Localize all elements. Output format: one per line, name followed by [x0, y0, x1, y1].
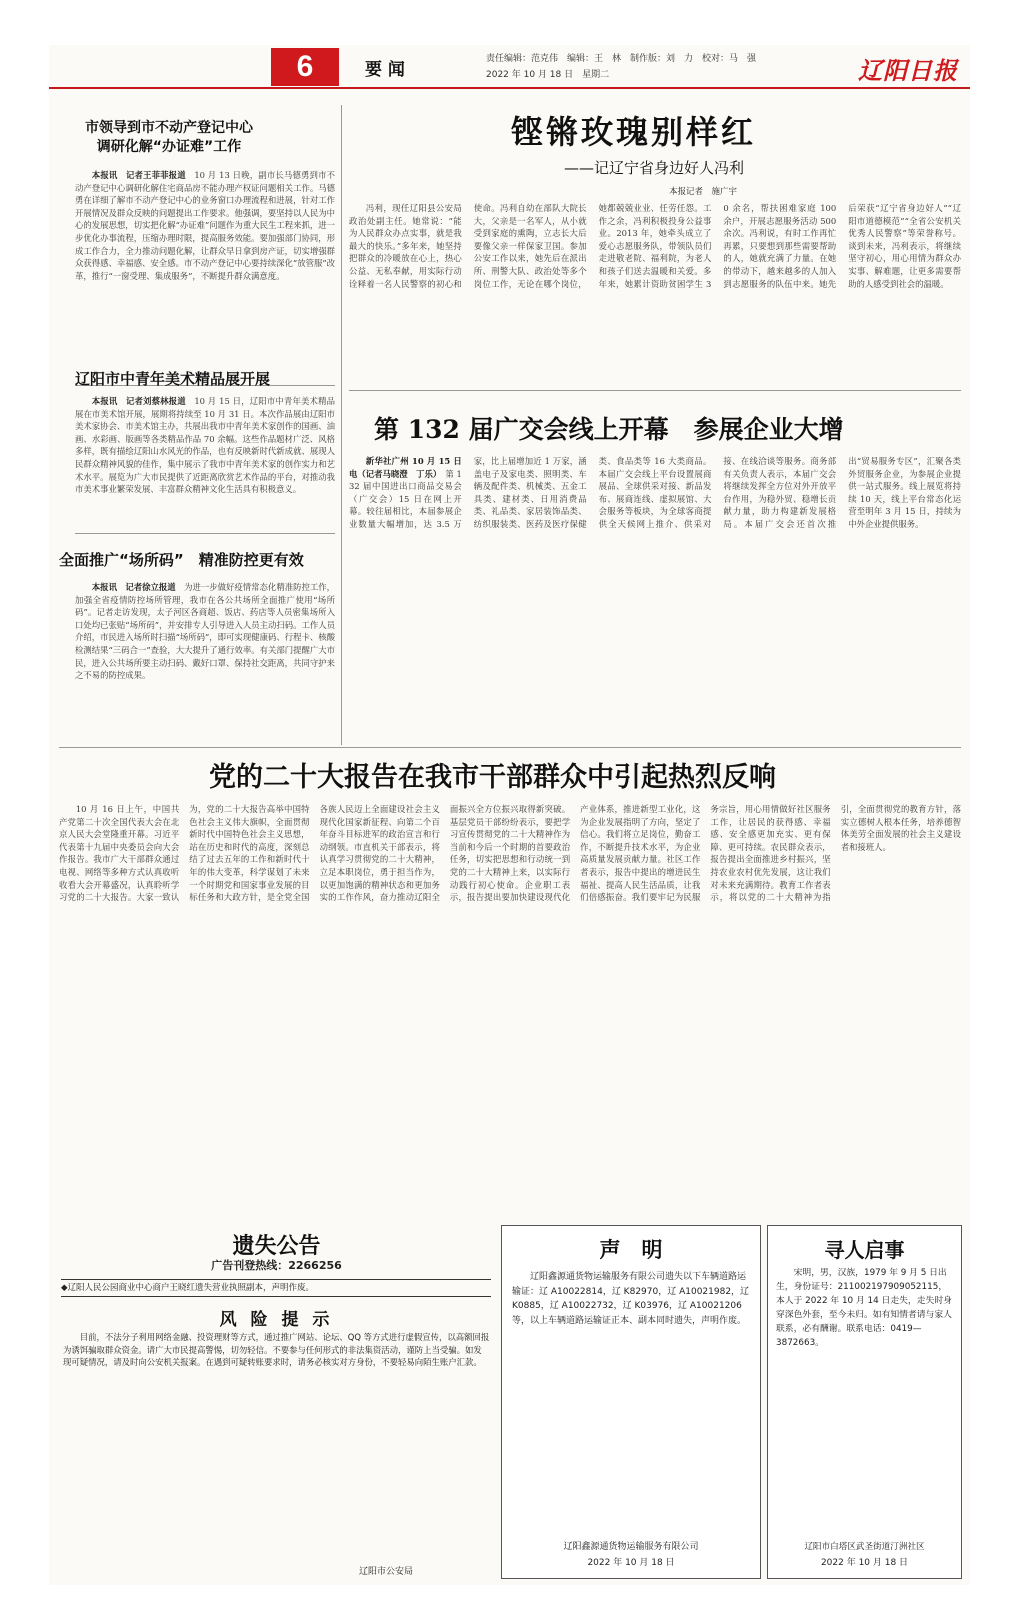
- article-1-title: [84, 119, 254, 157]
- article-3-body: [75, 581, 335, 737]
- article-4-byline: 本报记者 施广宇: [669, 187, 738, 197]
- article-4-body: [349, 202, 961, 382]
- newspaper-page: [49, 45, 970, 1585]
- article-2-body: [75, 395, 335, 527]
- article-5-body: [349, 455, 961, 731]
- article-5-byline: 新华社广州 10 月 15 日电（记者马晓澄 丁乐）: [349, 456, 462, 479]
- risk-warning-body: 目前，不法分子利用网络金融、投资理财等方式，通过推广网站、论坛、QQ 等方式进行虚假宣传，以高额回报为诱饵骗取群众资金。请广大市民提高警惕，切勿轻信。不要参与任何形式的非法集资活动，谨防上当受骗。如发现可疑情况，请及时向公安机关报案。在遇到可疑转账要求时，请务必核实对方身份，不要轻易向陌生账户汇款。: [63, 1332, 490, 1367]
- article-6-title: 党的二十大报告在我市干部群众中引起热烈反响: [209, 762, 776, 793]
- notices-left: [59, 1225, 494, 1579]
- statement-title: 声 明: [599, 1238, 663, 1262]
- missing-person-notice: [767, 1225, 962, 1579]
- article-2-title: 辽阳市中青年美术精品展开展: [75, 370, 271, 388]
- article-1-title-line2: 调研化解“办证难”工作: [96, 138, 242, 155]
- missing-person-date: 2022 年 10 月 18 日: [820, 1558, 909, 1568]
- article-3-byline: 本报讯 记者徐立报道: [91, 582, 176, 592]
- article-5-title: 第 132 届广交会线上开幕 参展企业大增: [374, 415, 844, 444]
- section-title: 要 闻: [365, 60, 405, 80]
- lost-notice-title: 遗失公告: [232, 1234, 321, 1259]
- issue-date: 2022 年 10 月 18 日 星期二: [486, 70, 610, 80]
- statement-notice: [501, 1225, 761, 1579]
- page-header: [49, 45, 970, 89]
- article-4-subtitle: ——记辽宁省身边好人冯利: [564, 159, 745, 177]
- article-1-byline: 本报讯 记者王菲菲报道: [91, 170, 186, 180]
- page-number: 6: [271, 48, 339, 86]
- article-2-text: 10 月 15 日，辽阳市中青年美术精品展在市美术馆开展，展期将持续至 10 月 31 日。本次作品展由辽阳市美术家协会、市美术馆主办，共展出我市中青年美术家创作的国画、油画、水彩画、版画等各类精品作品 70 余幅。这些作品题材广泛、风格多样，既有描绘辽阳山水风光的作品，也有反映新时代新成就、展现人民群众精神风貌的佳作，集中展示了我市中青年美术家的创作实力和艺术水平。展览为广大市民提供了近距离欣赏艺术作品的平台，对推动我市美术事业繁荣发展、丰富群众精神文化生活具有积极意义。: [75, 396, 335, 495]
- article-1-title-line1: 市领导到市不动产登记中心: [85, 120, 253, 136]
- editors-line: 责任编辑：范克伟 编辑：王 林 制作版：刘 力 校对：马 强: [486, 54, 757, 64]
- statement-signature: 辽阳鑫源通货物运输服务有限公司: [563, 1542, 699, 1552]
- article-2-byline: 本报讯 记者刘蔡林报道: [91, 396, 186, 406]
- article-1-text: 10 月 13 日晚，副市长马德勇到市不动产登记中心调研化解住宅商品房不能办理产权证问题相关工作。马德勇在详细了解市不动产登记中心的业务窗口办理流程和进展，针对工作开展情况及群众反映的问题提出工作要求。他强调，要坚持以人民为中心的发展思想，切实把化解“办证难”问题作为重大民生工程来抓，进一步优化办事流程，压缩办理时限，提高服务效能。要加强部门协同，形成工作合力，全力推动问题化解，让群众早日拿到房产证，切实增强群众获得感、幸福感、安全感。市不动产登记中心要持续深化“放管服”改革，推行“一窗受理、集成服务”，不断提升群众满意度。: [75, 170, 335, 281]
- missing-person-title: 寻人启事: [824, 1238, 905, 1262]
- article-4-text: 冯利，现任辽阳县公安局政治处副主任。她常说：“能为人民群众办点实事，就是我最大的快乐。”多年来，她坚持把群众的冷暖放在心上，热心公益、无私奉献，用实际行动诠释着一名人民警察的初心和使命。冯利自幼在部队大院长大，父亲是一名军人，从小就受到家庭的熏陶，立志长大后要像父亲一样保家卫国。参加公安工作以来，她先后在派出所、刑警大队、政治处等多个岗位工作，无论在哪个岗位，她都兢兢业业、任劳任怨。工作之余，冯利积极投身公益事业。2013 年，她牵头成立了爱心志愿服务队，带领队员们走进敬老院、福利院，为老人和孩子们送去温暖和关爱。多年来，她累计资助贫困学生 30 余名，帮扶困难家庭 100 余户，开展志愿服务活动 500 余次。冯利说，有时工作再忙再累，只要想到那些需要帮助的人，她就充满了力量。在她的带动下，越来越多的人加入到志愿服务的队伍中来。她先后荣获“辽宁省身边好人”“辽阳市道德模范”“全省公安机关优秀人民警察”等荣誉称号。谈到未来，冯利表示，将继续坚守初心，用心用情为群众办实事、解难题，让更多需要帮助的人感受到社会的温暖。: [349, 203, 961, 289]
- article-3-title: 全面推广“场所码” 精准防控更有效: [59, 551, 304, 569]
- risk-warning-signature: 辽阳市公安局: [359, 1567, 414, 1577]
- lost-notice-hotline: 广告刊登热线：2266256: [211, 1259, 342, 1272]
- editors-info: [486, 51, 756, 83]
- column-rule: [341, 105, 342, 745]
- divider: [75, 533, 335, 534]
- statement-body: 辽阳鑫源通货物运输服务有限公司遗失以下车辆道路运输证：辽 A10022814，辽 K82970，辽 A10021982，辽 K0885，辽 A10022732，辽 K03976，辽 A10021206 等，以上车辆道路运输证正本、副本同时遗失，声明作废。: [512, 1272, 750, 1326]
- divider: [349, 390, 961, 391]
- article-6-text: 10 月 16 日上午，中国共产党第二十次全国代表大会在北京人民大会堂隆重开幕。习近平代表第十九届中央委员会向大会作报告。我市广大干部群众通过电视、网络等多种方式认真收听收看大会开幕盛况，认真聆听学习党的二十大报告。大家一致认为，党的二十大报告高举中国特色社会主义伟大旗帜，全面贯彻新时代中国特色社会主义思想，站在历史和时代的高度，深刻总结了过去五年的工作和新时代十年的伟大变革，科学谋划了未来一个时期党和国家事业发展的目标任务和大政方针，是全党全国各族人民迈上全面建设社会主义现代化国家新征程、向第二个百年奋斗目标进军的政治宣言和行动纲领。市直机关干部表示，将认真学习贯彻党的二十大精神，立足本职岗位，勇于担当作为，以更加饱满的精神状态和更加务实的工作作风，奋力推动辽阳全面振兴全方位振兴取得新突破。基层党员干部纷纷表示，要把学习宣传贯彻党的二十大精神作为当前和今后一个时期的首要政治任务，切实把思想和行动统一到党的二十大精神上来，以实际行动践行初心使命。企业职工表示，报告提出要加快建设现代化产业体系，推进新型工业化，这为企业发展指明了方向，坚定了信心。我们将立足岗位，勤奋工作，不断提升技术水平，为企业高质量发展贡献力量。社区工作者表示，报告中提出的增进民生福祉、提高人民生活品质，让我们倍感振奋。我们要牢记为民服务宗旨，用心用情做好社区服务工作，让居民的获得感、幸福感、安全感更加充实、更有保障、更可持续。农民群众表示，报告提出全面推进乡村振兴，坚持农业农村优先发展，这让我们对未来充满期待。教育工作者表示，将以党的二十大精神为指引，全面贯彻党的教育方针，落实立德树人根本任务，培养德智体美劳全面发展的社会主义建设者和接班人。: [59, 804, 961, 903]
- lost-notice-item: ◆辽阳人民公园商业中心商户王晓红遗失营业执照副本，声明作废。: [61, 1279, 491, 1297]
- article-4-title: 铿锵玫瑰别样红: [511, 113, 757, 151]
- risk-warning-title: 风 险 提 示: [219, 1310, 334, 1330]
- article-6-body: [59, 803, 961, 1215]
- missing-person-signature: 辽阳市白塔区武圣街道汀洲社区: [804, 1542, 925, 1552]
- missing-person-body: 宋明，男，汉族，1979 年 9 月 5 日出生，身份证号：211002197909052115，本人于 2022 年 10 月 14 日走失，走失时身穿深色外套，至今未归。如有知情者请与家人联系，必有酬谢。联系电话：0419—3872663。: [776, 1268, 952, 1348]
- article-5-text: 第 132 届中国进出口商品交易会（广交会）15 日在网上开幕。较往届相比，本届参展企业数量大幅增加，达 3.5 万家，比上届增加近 1 万家，涵盖电子及家电类、照明类、车辆及配件类、机械类、五金工具类、建材类、日用消费品类、礼品类、家居装饰品类、纺织服装类、医药及医疗保健类、食品类等 16 大类商品。本届广交会线上平台设置展商展品、全球供采对接、新品发布、展商连线、虚拟展馆、大会服务等板块，为全球客商提供全天候网上推介、供采对接、在线洽谈等服务。商务部有关负责人表示，本届广交会将继续发挥全方位对外开放平台作用，为稳外贸、稳增长贡献力量，助力构建新发展格局。本届广交会还首次推出“贸易服务专区”，汇聚各类外贸服务企业，为参展企业提供一站式服务。线上展览将持续 10 天，线上平台常态化运营至明年 3 月 15 日，持续为中外企业提供服务。: [349, 456, 961, 529]
- statement-date: 2022 年 10 月 18 日: [587, 1558, 675, 1568]
- article-3-text: 为进一步做好疫情常态化精准防控工作，加强全省疫情防控场所管理，我市在各公共场所全面推广使用“场所码”。记者走访发现，太子河区各商超、饭店、药店等人员密集场所入口处均已张贴“场所码”，并安排专人引导进入人员主动扫码。工作人员介绍，市民进入场所时扫描“场所码”，即可实现健康码、行程卡、核酸检测结果“三码合一”查验，大大提升了通行效率。有关部门提醒广大市民，进入公共场所要主动扫码、戴好口罩、保持社交距离，共同守护来之不易的防控成果。: [75, 582, 335, 681]
- article-1-body: [75, 169, 335, 377]
- newspaper-logo: 辽阳日报: [858, 56, 958, 85]
- divider: [59, 747, 961, 748]
